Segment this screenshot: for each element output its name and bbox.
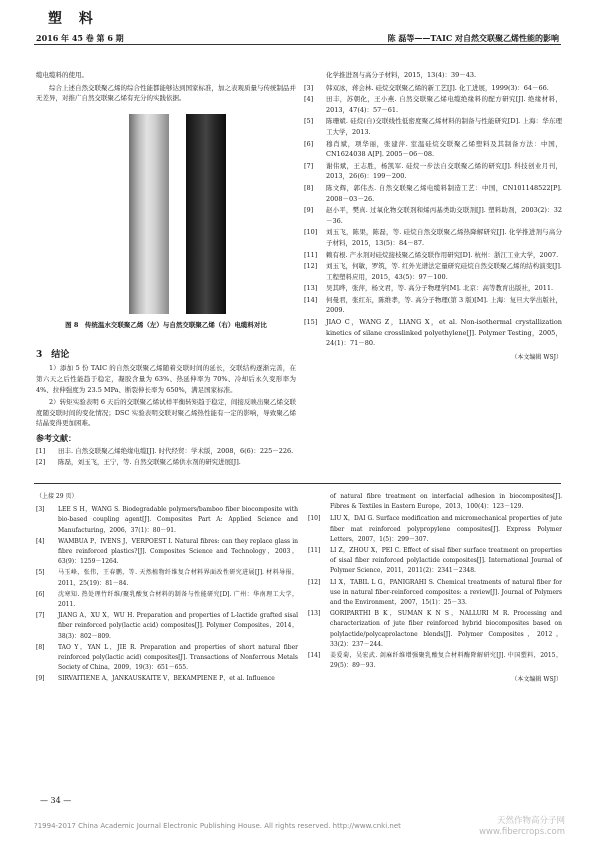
reference-number: [12] — [304, 262, 318, 271]
intro-tail: 缆电缆料的使用。 — [36, 71, 88, 79]
reference-number: [9] — [36, 675, 45, 683]
reference-text: TAO Y，YAN L，JIE R. Preparation and properties of short natural fiber reinforced poly(lactic acid) composites[J]. Transactions of Nonferrous Metals Society of China，2009，19(3)：651－655. — [58, 643, 298, 672]
reference-item — [36, 674, 298, 684]
editor-note: （本文编辑 WSJ） — [511, 676, 562, 684]
reference-item — [308, 514, 562, 545]
reference-item — [304, 317, 562, 349]
reference-continuation: of natural fibre treatment on interfacial adhesion in biocomposites[J]. Fibres & Textiles in Eastern Europe，2013，100(4)：123－129. — [330, 493, 562, 511]
reference-item — [308, 546, 562, 577]
reference-number: [6] — [304, 139, 314, 148]
site-watermark — [479, 816, 565, 838]
reference-number: [3] — [36, 506, 45, 514]
journal-title: 塑 料 — [48, 11, 99, 27]
reference-number: [4] — [304, 95, 314, 104]
reference-item — [36, 537, 298, 568]
reference-number: [7] — [36, 612, 45, 620]
reference-text: 穆肖斌，项华丽，张建萍. 室温硅烷交联聚乙烯塑料及其制备方法：中国，CN1624038 A[P]. 2005－06－08. — [326, 139, 562, 159]
continued-refs-right — [308, 492, 562, 686]
reference-item — [36, 505, 298, 536]
reference-text: 陈磊，刘玉飞，王宁，等. 自然交联聚乙烯供水剂的研究进展[J]. — [58, 458, 241, 467]
editor-note: （本文编辑 WSJ） — [511, 353, 562, 361]
reference-item — [304, 250, 562, 261]
reference-number: [6] — [36, 590, 45, 598]
reference-number: [10] — [308, 515, 321, 523]
section-divider — [34, 483, 561, 484]
reference-number: [11] — [304, 250, 318, 259]
reference-text: 田丰. 自然交联聚乙烯绝缘电缆[J]. 时代经贸：学术版，2008，6(6)：225－226. — [58, 446, 294, 455]
page-number: — 34 — — [40, 796, 72, 805]
reference-item — [36, 611, 298, 642]
reference-number: [14] — [304, 295, 318, 304]
reference-number: [9] — [304, 206, 314, 215]
reference-text: SIRVAITIENE A，JANKAUSKAITE V，BEKAMPIENE P，et al. Influence — [58, 675, 275, 683]
reference-item — [304, 183, 562, 204]
reference-number: [8] — [36, 643, 45, 651]
reference-item — [36, 643, 298, 674]
reference-text: 姜爱菊，吴宏武. 剑麻纤维增强聚乳酸复合材料酶降解研究[J]. 中国塑料，2015，29(5)：89－93. — [330, 652, 562, 670]
continued-refs-left — [36, 492, 298, 686]
reference-item — [304, 116, 562, 137]
reference-item — [304, 295, 562, 316]
reference-item — [304, 161, 562, 182]
watermark-line-1: 天然作物高分子网 — [496, 816, 565, 826]
reference-number: [2] — [36, 458, 46, 467]
reference-item — [304, 227, 562, 248]
reference-number: [5] — [36, 569, 45, 577]
reference-item — [308, 578, 562, 609]
reference-number: [13] — [308, 610, 321, 618]
left-column — [36, 70, 296, 469]
reference-item — [308, 651, 562, 671]
cable-sample-traditional — [129, 114, 169, 314]
reference-text: LEE S H，WANG S. Biodegradable polymers/bamboo fiber biocomposite with bio-based coupling agent[J]. Composites Part A: Applied Science and Manufacturing，2006，37(1)：80－91. — [58, 506, 298, 534]
reference-text: 陈文辉，郭伟杰. 自然交联聚乙烯电缆料制造工艺：中国，CN101148522[P]. 2008－03－26. — [326, 183, 562, 203]
reference-item — [304, 283, 562, 294]
reference-text: LI X，TABIL L G，PANIGRAHI S. Chemical treatments of natural fiber for use in natural fiber-reinforced composites: a review[J]. Journal of Polymers and the Environment，2007，15(1)：25－33. — [330, 578, 562, 607]
right-column — [304, 70, 562, 363]
reference-item — [36, 568, 298, 588]
reference-number: [4] — [36, 537, 45, 545]
reference-text: 刘玉飞，何敏，罗筑，等. 红外光谱法定量研究硅烷自然交联聚乙烯的结构演变[J]. 工程塑料应用，2015，43(5)：97－100. — [326, 262, 562, 281]
reference-item — [304, 261, 562, 282]
issue-info: 2016 年 45 卷 第 6 期 — [36, 33, 124, 43]
reference-text: 沈寒知. 热处理竹纤维/聚乳酸复合材料的制备与性能研究[D]. 广州：华南理工大学，2011. — [58, 590, 298, 609]
reference-text: 陈珊斌. 硅烷(自)交联线性低密度聚乙烯材料的制备与性能研究[D]. 上海：华东理工大学，2013. — [326, 117, 562, 136]
reference-number: [12] — [308, 578, 321, 586]
reference-number: [3] — [304, 83, 314, 92]
figure-caption: 图 8 传统温水交联聚乙烯（左）与自然交联聚乙烯（右）电缆料对比 — [65, 320, 267, 329]
reference-number: [13] — [304, 284, 318, 293]
reference-text: GORIPARTHI B K，SUMAN K N S，NALLURI M R. Processing and characterization of jute fiber reinforced hybrid biocomposites based on polylactide/polycaprolactone blends[J]. Polymer Composites，2012，33(2)：237－244. — [330, 610, 562, 648]
references-title: 参考文献： — [36, 432, 76, 443]
reference-number: [7] — [304, 161, 314, 170]
reference-item — [308, 609, 562, 650]
reference-text: 赖有根. 产水剂对硅烷接枝聚乙烯交联作用研究[D]. 杭州：浙江工业大学，2007. — [326, 250, 559, 259]
copyright-footer: ?1994-2017 China Academic Journal Electronic Publishing House. All rights reserved. http://www.cnki.net — [34, 822, 401, 830]
reference-number: [14] — [308, 652, 321, 660]
section-title-conclusion: 3 结论 — [36, 349, 70, 360]
reference-item — [304, 83, 562, 94]
reference-text: 韩双冰，蒋会林. 硅烷交联聚乙烯的新工艺[J]. 化工进展，1999(3)：64－66. — [326, 83, 549, 92]
reference-text: 刘玉飞，陈果，陈磊，等. 硅烷自然交联聚乙烯热降解研究[J]. 化学推进剂与高分子材料，2015，13(5)：84－87. — [326, 228, 562, 247]
reference-item — [36, 446, 296, 457]
conclusion-2: 2）转矩实验表明 6 天后的交联聚乙烯试样平衡转矩趋于稳定，间接反映出聚乙烯交联度随交联时间的变化情况；DSC 实验表明交联对聚乙烯热性能有一定的影响，导致聚乙烯结晶变得更加困难。 — [36, 398, 296, 428]
continued-from-label: （上接 29 页） — [36, 493, 78, 500]
reference-continuation: 化学推进剂与高分子材料，2015，13(4)：39－43. — [326, 71, 477, 79]
reference-number: [10] — [304, 228, 318, 237]
running-title: 陈 磊等——TAIC 对自然交联聚乙烯性能的影响 — [387, 33, 559, 43]
reference-item — [304, 139, 562, 160]
reference-item — [36, 457, 296, 468]
reference-text: JIANG A，XU X，WU H. Preparation and properties of L-lactide grafted sisal fiber reinforced poly(lactic acid) composites[J]. Polymer Composites，2014，38(3)：802－809. — [58, 612, 298, 640]
reference-text: WAMBUA P，IVENS J，VERPOEST I. Natural fibres: can they replace glass in fibre reinforced plastics?[J]. Composites Science and Technology，2003，63(9)：1259－1264. — [58, 537, 298, 566]
reference-item — [304, 205, 562, 226]
reference-text: LI Z，ZHOU X，PEI C. Effect of sisal fiber surface treatment on properties of sisal fiber reinforced polylactide composites[J]. International Journal of Polymer Science，2011，2011(2)：2341－2348. — [330, 547, 562, 575]
summary-paragraph: 综合上述自然交联聚乙烯的综合性能都能够达到国家标准，加之表观质量与传统制品并无差异，对推广自然交联聚乙烯有充分的实践依据。 — [36, 83, 296, 103]
reference-text: 何曼君，张红东，陈维孝，等. 高分子物理(第 3 版)[M]. 上海：复旦大学出版社，2009. — [326, 295, 562, 315]
reference-item — [36, 590, 298, 610]
reference-number: [15] — [304, 318, 318, 327]
reference-text: JIAO C，WANG Z，LIANG X，et al. Non-isothermal crystallization kinetics of silane crosslinked polyethylene[J]. Polymer Testing，2005，24(1)：71－80. — [326, 318, 562, 348]
figure-8 — [36, 114, 296, 344]
conclusion-1: 1）添加 5 份 TAIC 的自然交联聚乙烯随着交联时间的延长，交联结构逐渐完善，在第六天之后性能趋于稳定，凝胶含量为 63%、热延伸率为 70%、冷却后永久变形率为 4%、拉伸强度为 23.5 MPa、断裂伸长率为 650%，满足国家标准。 — [36, 364, 296, 394]
reference-text: 田丰，苏朝化，王小燕. 自然交联聚乙烯电缆绝缘料的配方研究[J]. 绝缘材料，2013，47(4)：57－61. — [326, 95, 562, 114]
cable-sample-natural — [186, 114, 226, 314]
reference-text: 马玉峰，张伟，王春鹏，等. 天然植物纤维复合材料界面改性研究进展[J]. 材料导报，2011，25(19)：81－84. — [58, 569, 298, 587]
reference-number: [5] — [304, 117, 314, 126]
reference-number: [11] — [308, 547, 321, 555]
reference-item — [304, 94, 562, 115]
reference-text: 赵小平，樊真. 过氧化物交联剂和烯丙基类助交联剂[J]. 塑料助剂，2003(2)：32－36. — [326, 206, 562, 225]
reference-number: [8] — [304, 183, 314, 192]
reference-text: 吴其晔，张萍，杨文君，等. 高分子物理学[M]. 北京：高等教育出版社，2011. — [326, 284, 554, 293]
header-rule — [34, 44, 561, 45]
reference-number: [1] — [36, 446, 46, 455]
reference-text: 谢伟斌，王志胜，杨凯军. 硅烷一步法自交联聚乙烯的研究[J]. 科技创业月刊，2013，26(6)：199－200. — [326, 161, 562, 181]
watermark-line-2: www.fibercrops.com — [479, 827, 565, 837]
reference-text: LIU X，DAI G. Surface modification and micromechanical properties of jute fiber mat reinforced polypropylene composites[J]. Express Polymer Letters，2007，1(5)：299－307. — [330, 515, 562, 543]
